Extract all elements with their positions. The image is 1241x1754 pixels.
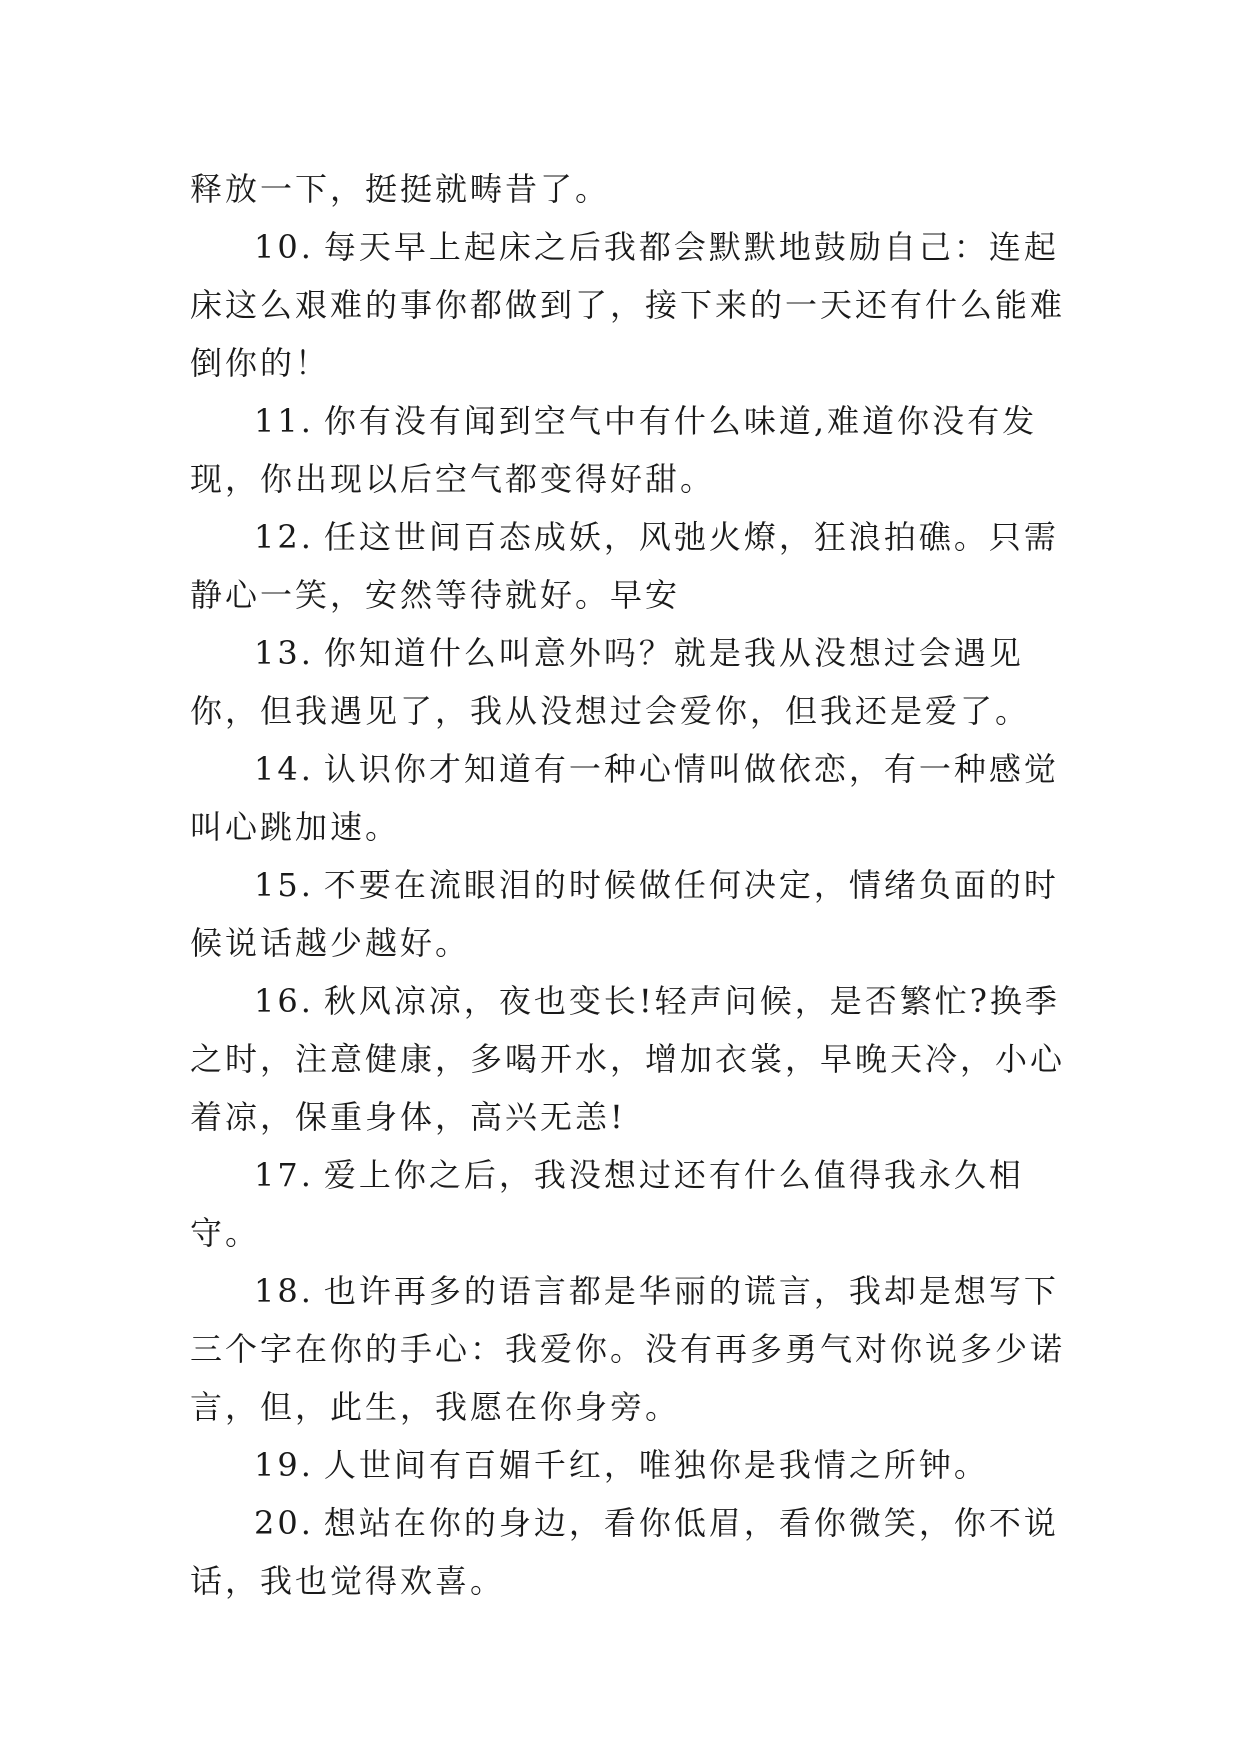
list-item: [190, 1262, 1080, 1436]
list-item: [190, 392, 1080, 508]
list-item: [190, 624, 1080, 740]
item-number: 18.: [254, 1272, 314, 1310]
list-item: [190, 218, 1080, 392]
list-item: [190, 972, 1080, 1146]
item-number: 13.: [254, 634, 314, 672]
item-text: 你有没有闻到空气中有什么味道,难道你没有发现，你出现以后空气都变得好甜。: [190, 402, 1038, 498]
item-text: 秋风凉凉，夜也变长!轻声问候，是否繁忙?换季之时，注意健康，多喝开水，增加衣裳，早晚天冷，小心着凉，保重身体，高兴无恙!: [190, 982, 1066, 1136]
item-text: 人世间有百媚千红，唯独你是我情之所钟。: [323, 1446, 989, 1484]
item-text: 每天早上起床之后我都会默默地鼓励自己：连起床这么艰难的事你都做到了，接下来的一天还有什么能难倒你的！: [190, 228, 1066, 382]
list-item: [190, 1146, 1080, 1262]
item-number: 16.: [254, 982, 314, 1020]
item-number: 20.: [254, 1504, 314, 1542]
list-item: [190, 1494, 1080, 1610]
item-text: 任这世间百态成妖，风弛火燎，狂浪拍礁。只需静心一笑，安然等待就好。早安: [190, 518, 1059, 614]
list-item: [190, 508, 1080, 624]
item-number: 11.: [254, 402, 314, 440]
intro-paragraph: 释放一下，挺挺就畴昔了。: [190, 170, 611, 208]
list-item: [190, 856, 1080, 972]
item-number: 19.: [254, 1446, 314, 1484]
item-text: 想站在你的身边，看你低眉，看你微笑，你不说话，我也觉得欢喜。: [190, 1504, 1059, 1600]
item-number: 14.: [254, 750, 314, 788]
document-body: [190, 160, 1080, 1610]
item-number: 15.: [254, 866, 314, 904]
item-text: 认识你才知道有一种心情叫做依恋，有一种感觉叫心跳加速。: [190, 750, 1059, 846]
item-text: 爱上你之后，我没想过还有什么值得我永久相守。: [190, 1156, 1024, 1252]
item-number: 12.: [254, 518, 314, 556]
item-number: 17.: [254, 1156, 314, 1194]
item-text: 不要在流眼泪的时候做任何决定，情绪负面的时候说话越少越好。: [190, 866, 1059, 962]
item-number: 10.: [254, 228, 314, 266]
list-item: [190, 1436, 1080, 1494]
list-item: [190, 740, 1080, 856]
item-text: 也许再多的语言都是华丽的谎言，我却是想写下三个字在你的手心：我爱你。没有再多勇气对你说多少诺言，但，此生，我愿在你身旁。: [190, 1272, 1066, 1426]
item-text: 你知道什么叫意外吗？就是我从没想过会遇见你，但我遇见了，我从没想过会爱你，但我还是爱了。: [190, 634, 1031, 730]
